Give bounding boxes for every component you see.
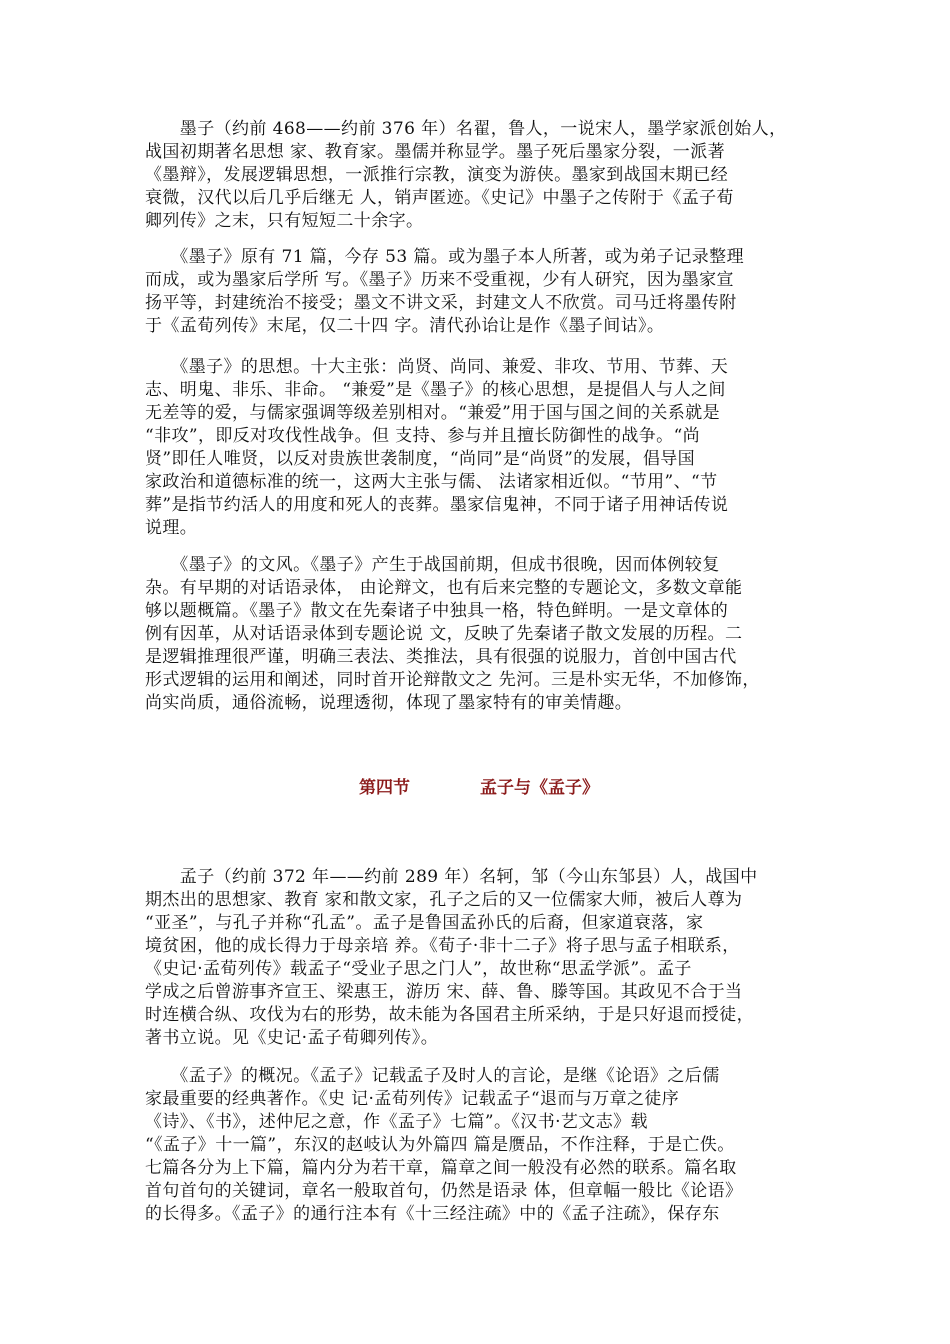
- text-line: 的长得多。《孟子》的通行注本有《十三经注疏》中的《孟子注疏》，保存东: [145, 1204, 720, 1224]
- text-line: “亚圣”，与孔子并称“孔孟”。孟子是鲁国孟孙氏的后裔，但家道衰落，家: [145, 913, 704, 933]
- text-line: 《孟子》的概况。《孟子》记载孟子及时人的言论，是继《论语》之后儒: [145, 1066, 720, 1086]
- text-line: 于《孟荀列传》末尾，仅二十四 字。清代孙诒让是作《墨子间诂》。: [145, 316, 665, 336]
- text-line: 葬”是指节约活人的用度和死人的丧葬。墨家信鬼神，不同于诸子用神话传说: [145, 495, 729, 515]
- text-line: “非攻”，即反对攻伐性战争。但 支持、参与并且擅长防御性的战争。“尚: [145, 426, 701, 446]
- text-line: 衰微，汉代以后几乎后继无 人，销声匿迹。《史记》中墨子之传附于《孟子荀: [145, 188, 734, 208]
- text-line: 境贫困，他的成长得力于母亲培 养。《荀子·非十二子》将子思与孟子相联系，: [145, 936, 740, 956]
- text-line: 说理。: [145, 518, 198, 538]
- text-line: 战国初期著名思想 家、教育家。墨儒并称显学。墨子死后墨家分裂，一派著: [145, 142, 726, 162]
- text-line: 例有因革，从对话语录体到专题论说 文，反映了先秦诸子散文发展的历程。二: [145, 624, 743, 644]
- text-line: 学成之后曾游事齐宣王、梁惠王，游历 宋、薛、鲁、滕等国。其政见不合于当: [145, 982, 743, 1002]
- text-line: 孟子（约前 372 年——约前 289 年）名轲，邹（今山东邹县）人，战国中: [145, 867, 758, 887]
- text-line: 够以题概篇。《墨子》散文在先秦诸子中独具一格，特色鲜明。一是文章体的: [145, 601, 729, 621]
- section-title: 孟子与《孟子》: [480, 778, 599, 798]
- text-line: 形式逻辑的运用和阐述，同时首开论辩散文之 先河。三是朴实无华，不加修饰，: [145, 670, 760, 690]
- text-line: 卿列传》之末，只有短短二十余字。: [145, 211, 424, 231]
- text-line: 贤”即任人唯贤，以反对贵族世袭制度，“尚同”是“尚贤”的发展，倡导国: [145, 449, 696, 469]
- text-line: 扬平等，封建统治不接受；墨文不讲文采，封建文人不欣赏。司马迁将墨传附: [145, 293, 737, 313]
- text-line: 《墨子》的文风。《墨子》产生于战国前期，但成书很晚，因而体例较复: [145, 555, 720, 575]
- text-line: 期杰出的思想家、教育 家和散文家，孔子之后的又一位儒家大师，被后人尊为: [145, 890, 743, 910]
- text-line: 而成，或为墨家后学所 写。《墨子》历来不受重视，少有人研究，因为墨家宣: [145, 270, 734, 290]
- text-line: 《诗》、《书》，述仲尼之意，作《孟子》七篇”。《汉书·艺文志》载: [145, 1112, 648, 1132]
- text-line: 是逻辑推理很严谨，明确三表法、类推法，具有很强的说服力，首创中国古代: [145, 647, 737, 667]
- text-line: 时连横合纵、攻伐为右的形势，故未能为各国君主所采纳，于是只好退而授徒，: [145, 1005, 754, 1025]
- text-line: 尚实尚质，通俗流畅，说理透彻，体现了墨家特有的审美情趣。: [145, 693, 633, 713]
- text-line: 七篇各分为上下篇，篇内分为若干章，篇章之间一般没有必然的联系。篇名取: [145, 1158, 737, 1178]
- text-line: 《墨子》的思想。十大主张：尚贤、尚同、兼爱、非攻、节用、节葬、天: [145, 357, 729, 377]
- text-line: 《墨子》原有 71 篇，今存 53 篇。或为墨子本人所著，或为弟子记录整理: [145, 247, 744, 267]
- text-line: 墨子（约前 468——约前 376 年）名翟，鲁人，一说宋人，墨学家派创始人，: [145, 119, 787, 139]
- text-line: 首句首句的关键词，章名一般取首句，仍然是语录 体，但章幅一般比《论语》: [145, 1181, 743, 1201]
- text-line: 杂。有早期的对话语录体， 由论辩文，也有后来完整的专题论文，多数文章能: [145, 578, 743, 598]
- section-number: 第四节: [359, 778, 410, 798]
- text-line: 著书立说。见《史记·孟子荀卿列传》。: [145, 1028, 439, 1048]
- text-line: 家政治和道德标准的统一，这两大主张与儒、 法诸家相近似。“节用”、“节: [145, 472, 718, 492]
- text-line: “《孟子》十一篇”，东汉的赵岐认为外篇四 篇是赝品，不作注释，于是亡佚。: [145, 1135, 735, 1155]
- text-line: 家最重要的经典著作。《史 记·孟荀列传》记载孟子“退而与万章之徒序: [145, 1089, 680, 1109]
- text-line: 《墨辩》，发展逻辑思想，一派推行宗教，演变为游侠。墨家到战国末期已经: [145, 165, 729, 185]
- text-line: 志、明鬼、非乐、非命。 “兼爱”是《墨子》的核心思想，是提倡人与人之间: [145, 380, 726, 400]
- text-line: 无差等的爱，与儒家强调等级差别相对。“兼爱”用于国与国之间的关系就是: [145, 403, 720, 423]
- text-line: 《史记·孟荀列传》载孟子“受业子思之门人”，故世称“思孟学派”。孟子: [145, 959, 692, 979]
